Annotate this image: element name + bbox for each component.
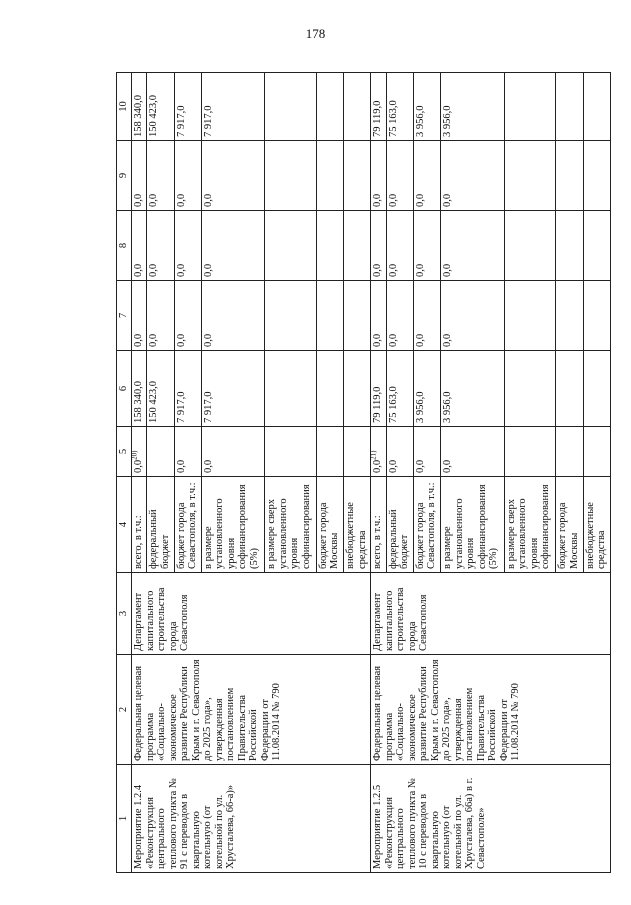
value-cell — [132, 427, 147, 477]
value-cell: 0,0 — [441, 141, 505, 211]
value-cell — [504, 351, 555, 427]
value-text: 0,0 — [133, 459, 144, 473]
value-cell — [147, 427, 174, 477]
value-cell — [556, 211, 583, 281]
value-cell: 0,0 — [201, 141, 265, 211]
col-header: 4 — [117, 477, 132, 573]
value-cell: 79 119,0 — [371, 351, 386, 427]
value-cell: 0,0 — [413, 211, 440, 281]
footnote-marker: 20) — [130, 450, 139, 460]
value-cell: 75 163,0 — [386, 73, 413, 141]
value-cell: 0,0 — [174, 281, 201, 351]
measure-cell: Мероприятие 1.2.5 «Реконструкция центрального теплового пункта № 10 с переводом в квартальную котельную (от котельной по ул. Хрусталева, 66а) в г. Севастополе» — [371, 765, 611, 873]
value-cell — [344, 281, 371, 351]
value-cell — [265, 351, 316, 427]
value-cell — [583, 211, 610, 281]
value-text: 0,0 — [202, 459, 214, 473]
value-cell: 0,0 — [386, 141, 413, 211]
value-cell: 7 917,0 — [174, 351, 201, 427]
value-cell — [371, 427, 386, 477]
value-cell — [583, 73, 610, 141]
col-header: 9 — [117, 141, 132, 211]
value-cell: 0,0 — [174, 211, 201, 281]
value-cell — [583, 351, 610, 427]
executor-cell: Департамент капитального строительства города Севастополя — [371, 573, 611, 655]
footnote-marker: 21) — [369, 450, 378, 460]
value-text: 0,0 — [414, 459, 426, 473]
value-cell — [386, 427, 413, 477]
value-cell: 0,0 — [132, 281, 147, 351]
value-cell: 0,0 — [371, 141, 386, 211]
funding-source-cell: бюджет города Севастополя, в т.ч.: — [174, 477, 201, 573]
col-header: 3 — [117, 573, 132, 655]
funding-source-cell: всего, в т.ч.: — [132, 477, 147, 573]
funding-source-cell: федеральный бюджет — [147, 477, 174, 573]
value-cell — [265, 281, 316, 351]
value-cell — [316, 141, 343, 211]
value-text: 0,0 — [387, 459, 399, 473]
value-cell: 0,0 — [147, 141, 174, 211]
value-cell — [583, 141, 610, 211]
value-cell: 75 163,0 — [386, 351, 413, 427]
value-cell: 3 956,0 — [441, 351, 505, 427]
value-cell — [413, 427, 440, 477]
value-cell: 7 917,0 — [201, 351, 265, 427]
value-cell — [583, 281, 610, 351]
rotated-table-container — [116, 73, 611, 873]
value-cell — [316, 73, 343, 141]
col-header: 8 — [117, 211, 132, 281]
value-cell — [174, 427, 201, 477]
value-cell: 0,0 — [147, 211, 174, 281]
value-cell: 7 917,0 — [201, 73, 265, 141]
table-row — [371, 73, 386, 873]
funding-source-cell: внебюджетные средства — [583, 477, 610, 573]
value-cell — [504, 141, 555, 211]
value-cell — [201, 427, 265, 477]
value-cell: 0,0 — [132, 141, 147, 211]
value-cell — [316, 427, 343, 477]
value-cell — [504, 281, 555, 351]
value-cell: 7 917,0 — [174, 73, 201, 141]
value-cell — [583, 427, 610, 477]
value-cell: 3 956,0 — [413, 351, 440, 427]
col-header: 6 — [117, 351, 132, 427]
value-cell: 158 340,0 — [132, 73, 147, 141]
value-cell — [556, 281, 583, 351]
value-cell — [556, 351, 583, 427]
funding-source-cell: внебюджетные средства — [344, 477, 371, 573]
value-cell — [344, 351, 371, 427]
value-cell: 158 340,0 — [132, 351, 147, 427]
value-cell — [441, 427, 505, 477]
value-cell — [265, 211, 316, 281]
value-text: 0,0 — [442, 459, 454, 473]
funding-source-cell: всего, в т.ч.: — [371, 477, 386, 573]
value-cell — [316, 281, 343, 351]
funding-source-cell: в размере установленного уровня софинансирования (5%) — [441, 477, 505, 573]
col-header: 2 — [117, 655, 132, 765]
program-cell: Федеральная целевая программа «Социально-экономическое развитие Республики Крым и г. Севастополя до 2025 года», утвержденная постановлением Правительства Российской Федерации от 11.08.2014 № 790 — [132, 655, 371, 765]
value-cell — [556, 141, 583, 211]
funding-source-cell: бюджет города Москвы — [316, 477, 343, 573]
measure-cell: Мероприятие 1.2.4 «Реконструкция центрального теплового пункта № 91 с переводом в квартальную котельную (от котельной по ул. Хрусталева, 66-а)» — [132, 765, 371, 873]
value-cell: 0,0 — [413, 141, 440, 211]
value-cell: 3 956,0 — [441, 73, 505, 141]
value-cell: 0,0 — [174, 141, 201, 211]
value-cell — [556, 73, 583, 141]
funding-table — [116, 72, 611, 873]
funding-source-cell: в размере сверх установленного уровня софинансирования — [504, 477, 555, 573]
value-cell — [344, 211, 371, 281]
value-text: 0,0 — [372, 459, 384, 473]
value-cell — [265, 73, 316, 141]
value-cell: 0,0 — [201, 281, 265, 351]
value-cell — [504, 211, 555, 281]
value-cell — [265, 427, 316, 477]
executor-cell: Департамент капитального строительства города Севастополя — [132, 573, 371, 655]
funding-source-cell: в размере установленного уровня софинансирования (5%) — [201, 477, 265, 573]
col-header: 5 — [117, 427, 132, 477]
value-cell — [504, 427, 555, 477]
value-cell: 0,0 — [441, 281, 505, 351]
value-cell: 3 956,0 — [413, 73, 440, 141]
page-number: 178 — [305, 26, 326, 41]
value-cell — [504, 73, 555, 141]
column-number-row — [117, 73, 132, 873]
col-header: 7 — [117, 281, 132, 351]
value-cell: 0,0 — [386, 281, 413, 351]
value-cell: 0,0 — [413, 281, 440, 351]
program-cell: Федеральная целевая программа «Социально-экономическое развитие Республики Крым и г. Севастополя до 2025 года», утвержденная постановлением Правительства Российской Федерации от 11.08.2014 № 790 — [371, 655, 611, 765]
value-cell: 0,0 — [132, 211, 147, 281]
value-cell — [344, 73, 371, 141]
value-cell: 0,0 — [371, 211, 386, 281]
funding-source-cell: бюджет города Москвы — [556, 477, 583, 573]
value-cell — [265, 141, 316, 211]
value-cell — [316, 351, 343, 427]
col-header: 1 — [117, 765, 132, 873]
value-cell: 0,0 — [201, 211, 265, 281]
funding-source-cell: бюджет города Севастополя, в т.ч.: — [413, 477, 440, 573]
col-header: 10 — [117, 73, 132, 141]
value-cell — [344, 141, 371, 211]
value-cell — [344, 427, 371, 477]
value-cell: 150 423,0 — [147, 73, 174, 141]
value-cell: 79 119,0 — [371, 73, 386, 141]
funding-source-cell: федеральный бюджет — [386, 477, 413, 573]
value-cell — [316, 211, 343, 281]
table-row — [132, 73, 147, 873]
value-cell: 0,0 — [386, 211, 413, 281]
table-body — [132, 73, 611, 873]
value-text: 0,0 — [175, 459, 187, 473]
value-cell — [556, 427, 583, 477]
value-cell: 0,0 — [371, 281, 386, 351]
value-cell: 150 423,0 — [147, 351, 174, 427]
funding-source-cell: в размере сверх установленного уровня софинансирования — [265, 477, 316, 573]
value-cell: 0,0 — [441, 211, 505, 281]
value-cell: 0,0 — [147, 281, 174, 351]
